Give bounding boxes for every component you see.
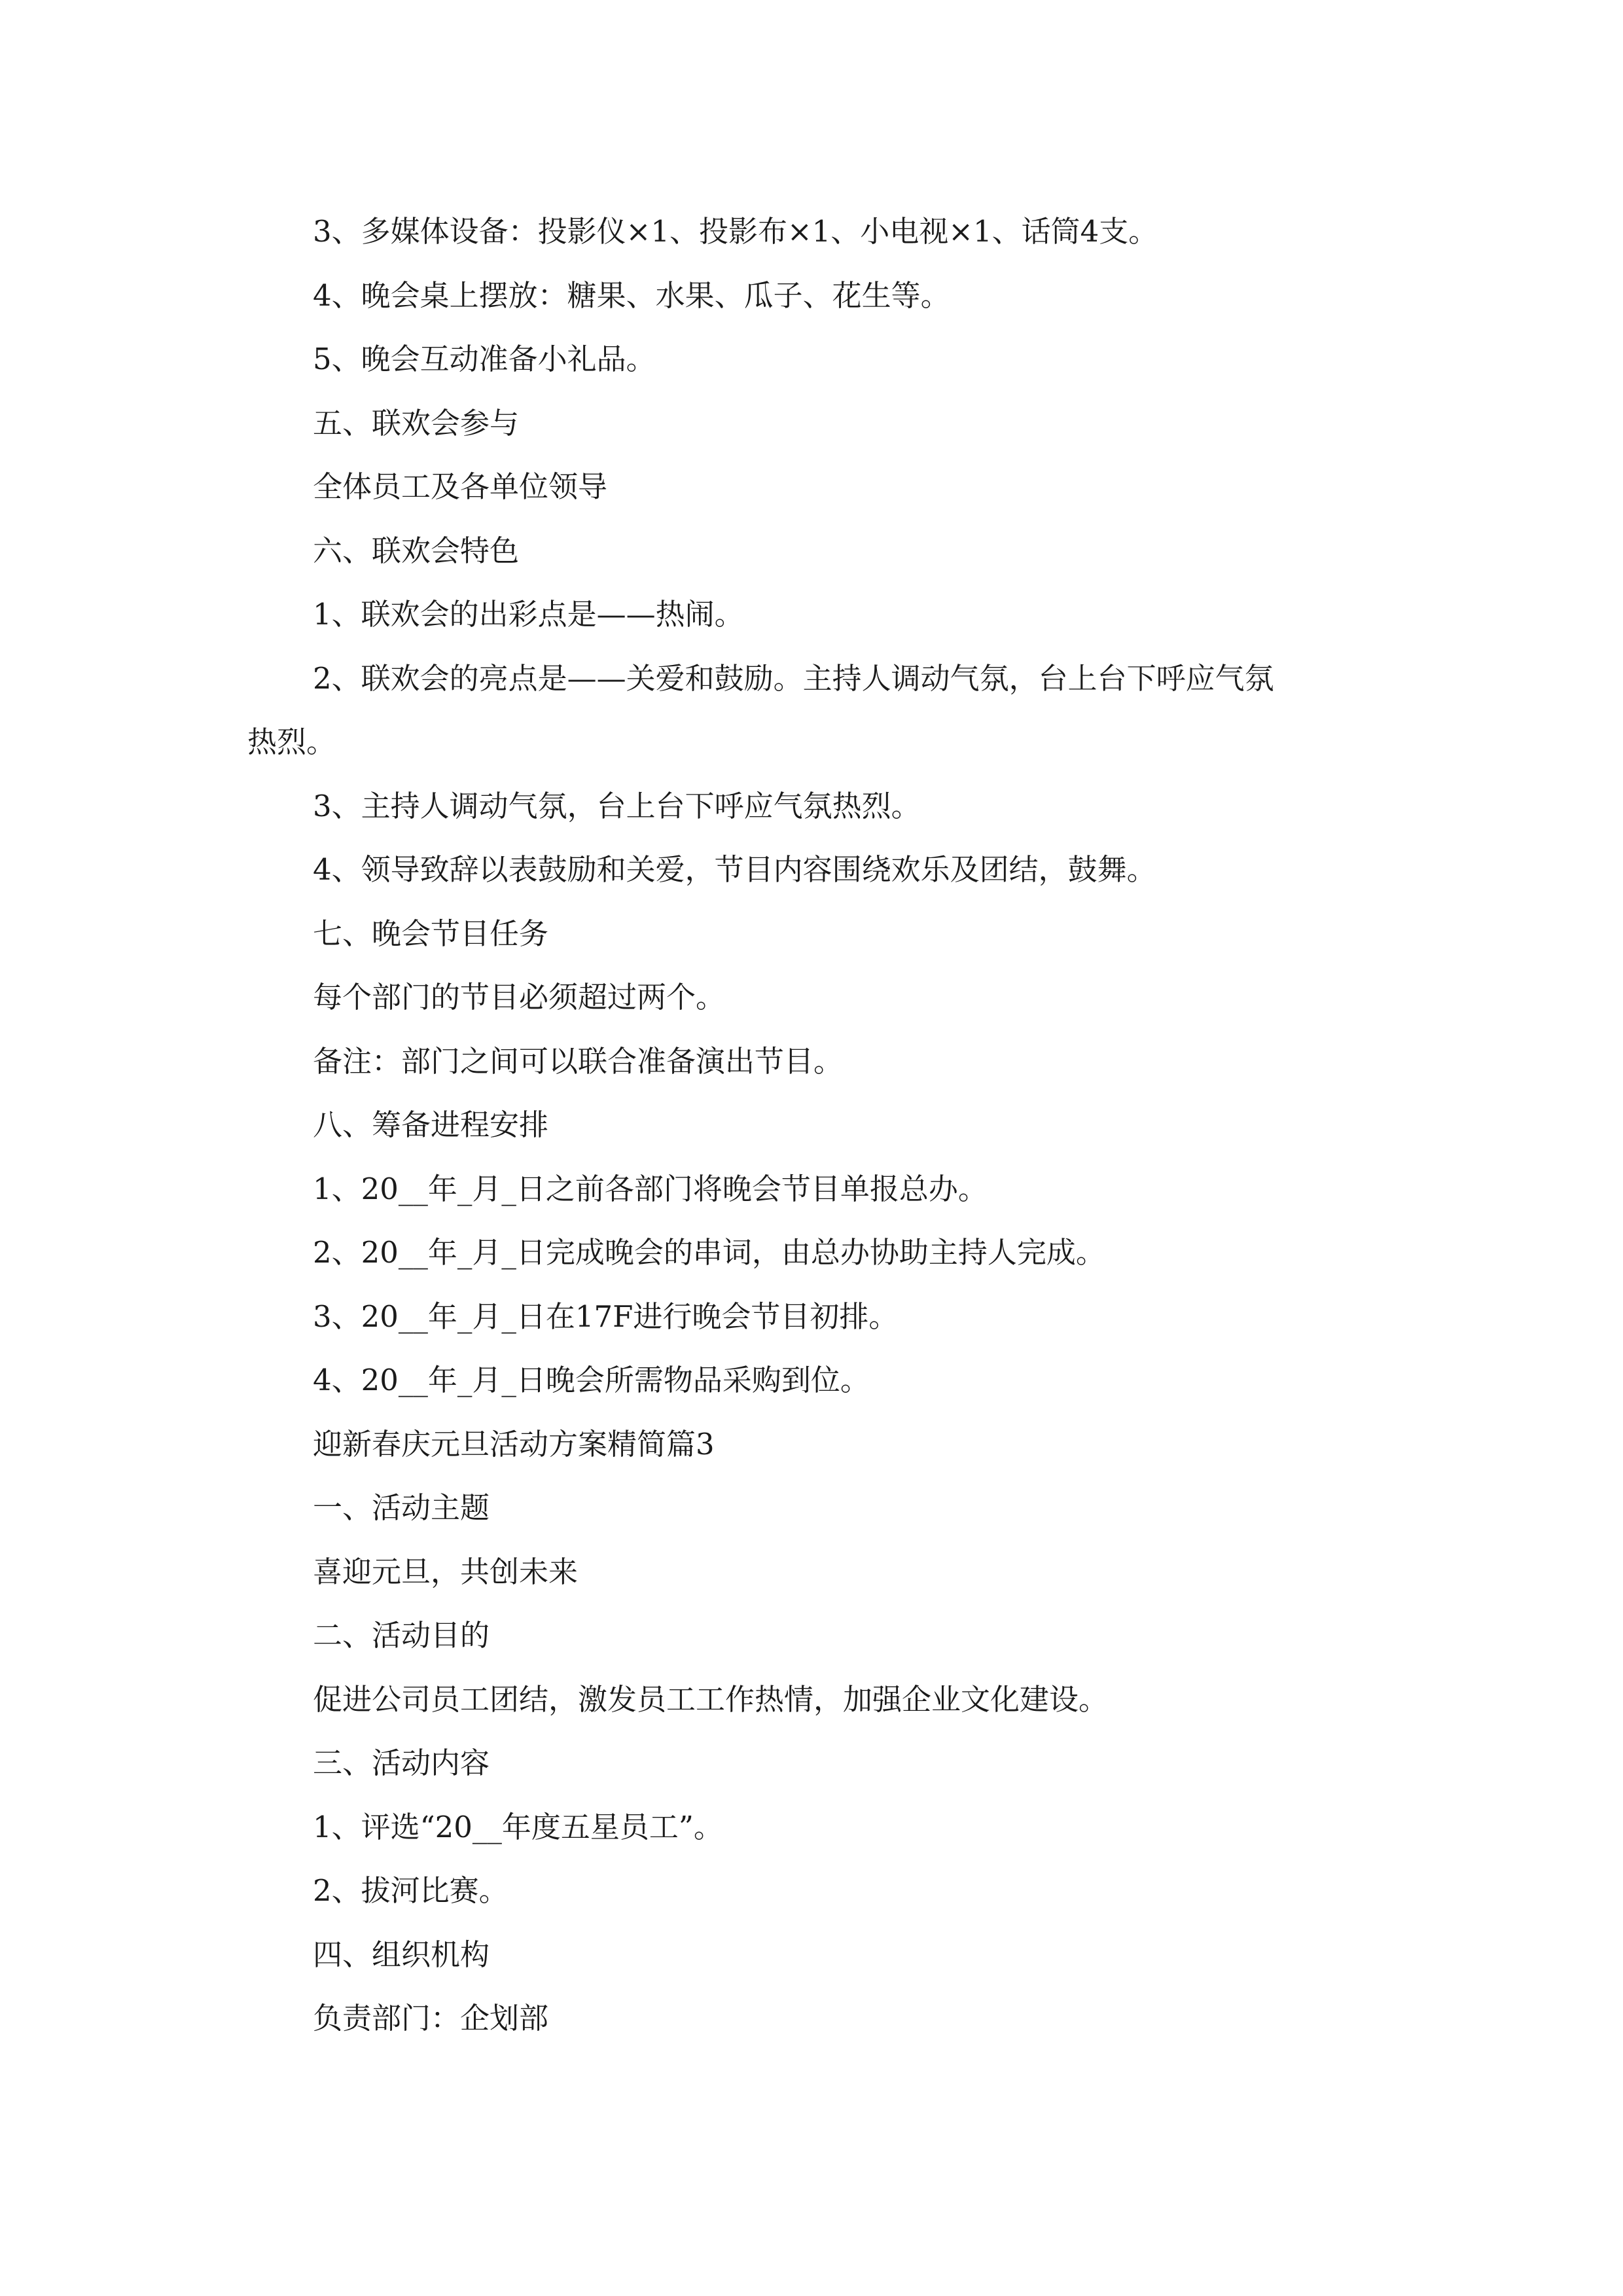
section-heading: 五、联欢会参与 (313, 405, 520, 440)
section-heading: 四、组织机构 (313, 1937, 490, 1972)
article-title: 迎新春庆元旦活动方案精简篇3 (313, 1426, 715, 1462)
text-line: 促进公司员工团结，激发员工工作热情，加强企业文化建设。 (313, 1681, 1109, 1717)
section-heading: 六、联欢会特色 (313, 533, 520, 568)
text-line: 喜迎元旦，共创未来 (313, 1554, 579, 1589)
text-line: 全体员工及各单位领导 (313, 469, 608, 504)
text-line: 备注：部门之间可以联合准备演出节目。 (313, 1043, 844, 1079)
text-line: 5、晚会互动准备小礼品。 (313, 342, 656, 376)
text-line: 4、晚会桌上摆放：糖果、水果、瓜子、花生等。 (313, 278, 950, 313)
text-line: 3、主持人调动气氛，台上台下呼应气氛热烈。 (313, 788, 921, 823)
text-line: 2、联欢会的亮点是——关爱和鼓励。主持人调动气氛，台上台下呼应气氛 (313, 660, 1274, 696)
text-line: 3、20__年_月_日在17F进行晚会节目初排。 (313, 1299, 899, 1334)
text-line-continuation: 热烈。 (247, 725, 336, 759)
document-body (247, 200, 1380, 2051)
section-heading: 三、活动内容 (313, 1746, 490, 1780)
text-line: 1、联欢会的出彩点是——热闹。 (313, 597, 744, 632)
section-heading: 二、活动目的 (313, 1618, 490, 1653)
text-line: 4、20__年_月_日晚会所需物品采购到位。 (313, 1363, 870, 1397)
section-heading: 一、活动主题 (313, 1490, 490, 1525)
text-line: 4、领导致辞以表鼓励和关爱，节目内容围绕欢乐及团结，鼓舞。 (313, 852, 1156, 887)
text-line: 2、20__年_月_日完成晚会的串词，由总办协助主持人完成。 (313, 1235, 1105, 1270)
text-line: 负责部门：企划部 (313, 2001, 549, 2036)
text-line: 每个部门的节目必须超过两个。 (313, 980, 726, 1014)
section-heading: 八、筹备进程安排 (313, 1107, 549, 1142)
text-line: 2、拔河比赛。 (313, 1873, 508, 1908)
text-line: 1、评选“20__年度五星员工”。 (313, 1809, 723, 1844)
text-line: 1、20__年_月_日之前各部门将晚会节目单报总办。 (313, 1171, 988, 1206)
text-line: 3、多媒体设备：投影仪×1、投影布×1、小电视×1、话筒4支。 (313, 214, 1158, 249)
section-heading: 七、晚会节目任务 (313, 916, 549, 951)
